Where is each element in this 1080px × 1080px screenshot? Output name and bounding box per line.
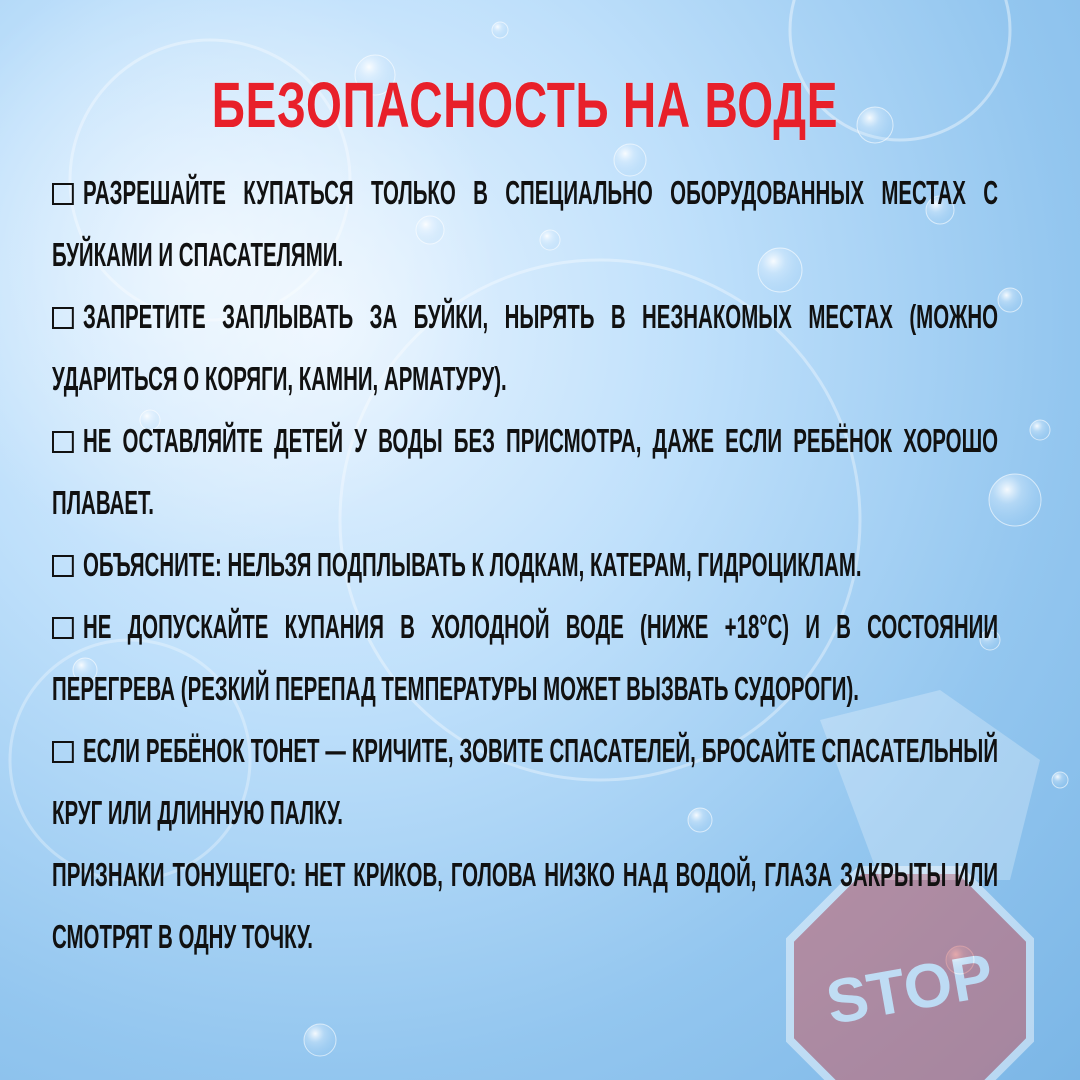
list-item bbox=[52, 410, 998, 534]
list-item bbox=[52, 162, 998, 286]
list-item bbox=[52, 720, 998, 844]
checkbox-icon bbox=[52, 183, 74, 205]
checkbox-icon bbox=[52, 617, 74, 639]
item-text: НЕ ОСТАВЛЯЙТЕ ДЕТЕЙ У ВОДЫ БЕЗ ПРИСМОТРА, ДАЖЕ ЕСЛИ РЕБЁНОК ХОРОШО ПЛАВАЕТ. bbox=[52, 422, 999, 521]
page-title: БЕЗОПАСНОСТЬ НА ВОДЕ bbox=[211, 69, 839, 141]
safety-list bbox=[52, 162, 998, 968]
item-text: НЕ ДОПУСКАЙТЕ КУПАНИЯ В ХОЛОДНОЙ ВОДЕ (НИЖЕ +18°C) И В СОСТОЯНИИ ПЕРЕГРЕВА (РЕЗКИЙ ПЕРЕПАД ТЕМПЕРАТУРЫ МОЖЕТ ВЫЗВАТЬ СУДОРОГИ). bbox=[52, 608, 999, 707]
content bbox=[52, 58, 998, 968]
item-text: РАЗРЕШАЙТЕ КУПАТЬСЯ ТОЛЬКО В СПЕЦИАЛЬНО ОБОРУДОВАННЫХ МЕСТАХ С БУЙКАМИ И СПАСАТЕЛЯМИ. bbox=[52, 174, 999, 273]
checkbox-icon bbox=[52, 741, 74, 763]
list-item bbox=[52, 534, 998, 596]
checkbox-icon bbox=[52, 307, 74, 329]
list-item bbox=[52, 844, 998, 968]
list-item bbox=[52, 286, 998, 410]
item-text: ЕСЛИ РЕБЁНОК ТОНЕТ — КРИЧИТЕ, ЗОВИТЕ СПАСАТЕЛЕЙ, БРОСАЙТЕ СПАСАТЕЛЬНЫЙ КРУГ ИЛИ ДЛИННУЮ ПАЛКУ. bbox=[52, 732, 999, 831]
item-text: ПРИЗНАКИ ТОНУЩЕГО: НЕТ КРИКОВ, ГОЛОВА НИЗКО НАД ВОДОЙ, ГЛАЗА ЗАКРЫТЫ ИЛИ СМОТРЯТ В ОДНУ ТОЧКУ. bbox=[52, 856, 999, 955]
item-text: ЗАПРЕТИТЕ ЗАПЛЫВАТЬ ЗА БУЙКИ, НЫРЯТЬ В НЕЗНАКОМЫХ МЕСТАХ (МОЖНО УДАРИТЬСЯ О КОРЯГИ, КАМНИ, АРМАТУРУ). bbox=[52, 298, 999, 397]
list-item bbox=[52, 596, 998, 720]
checkbox-icon bbox=[52, 555, 74, 577]
item-text: ОБЪЯСНИТЕ: НЕЛЬЗЯ ПОДПЛЫВАТЬ К ЛОДКАМ, КАТЕРАМ, ГИДРОЦИКЛАМ. bbox=[83, 546, 862, 583]
checkbox-icon bbox=[52, 431, 74, 453]
svg-text:STOP: STOP bbox=[821, 940, 999, 1039]
